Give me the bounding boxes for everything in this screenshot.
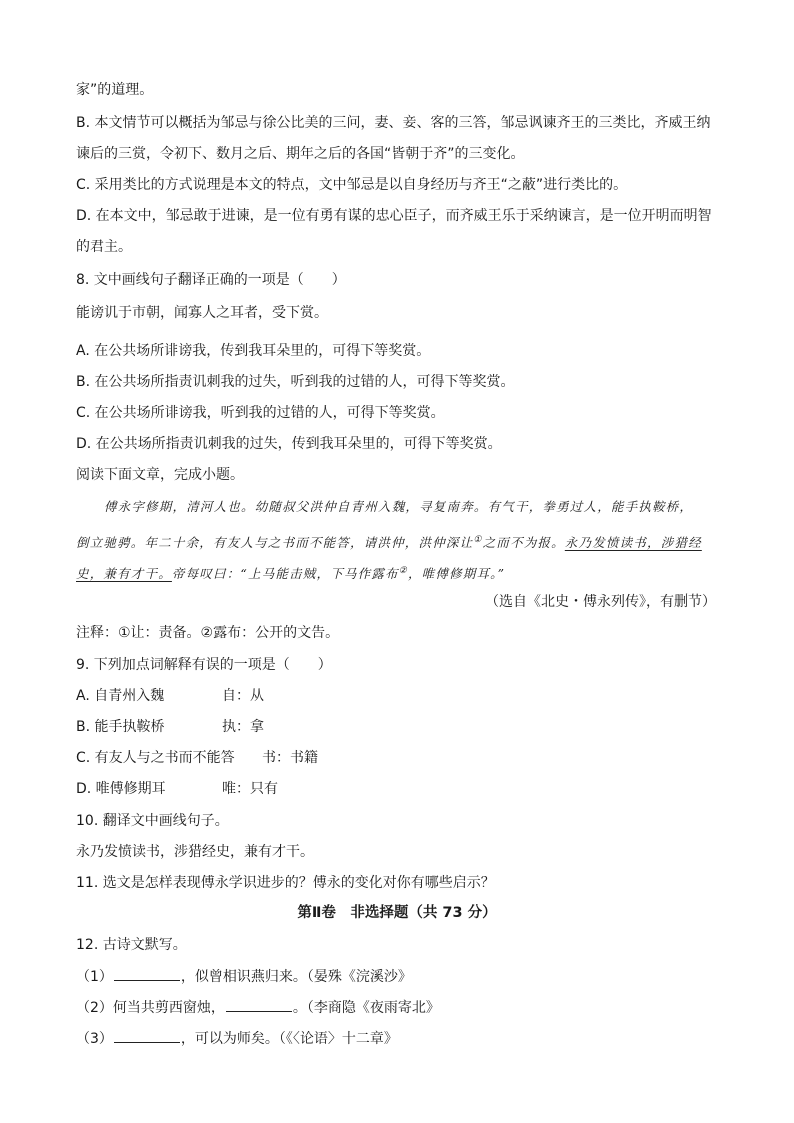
q8-option-c: C. 在公共场所诽谤我，听到我的过错的人，可得下等奖赏。	[76, 405, 445, 421]
q9-option-d-phrase: D. 唯傅修期耳	[76, 781, 166, 797]
item-text: ，可以为师矣。（《〈论语〉十二章》	[180, 1031, 398, 1047]
item-text: 。（李商隐《夜雨寄北》	[292, 1000, 440, 1016]
q9-option-a-phrase: A. 自青州入魏	[76, 688, 165, 704]
q9-option-c-phrase: C. 有友人与之书而不能答	[76, 750, 235, 766]
item-number: （3）	[76, 1031, 113, 1047]
q7-tail-text: 家”的道理。	[76, 82, 154, 98]
q12-stem: 12. 古诗文默写。	[76, 937, 187, 953]
q7-option-c: C. 采用类比的方式说理是本文的特点，文中邹忌是以自身经历与齐王“之蔽”进行类比的。	[76, 177, 628, 193]
underlined-sentence: 永乃发愤读书，涉猎经	[564, 535, 702, 551]
answer-blank[interactable]	[114, 966, 180, 981]
q7-option-d-line1: D. 在本文中，邹忌敢于进谏，是一位有勇有谋的忠心臣子，而齐威王乐于采纳谏言，是一位开明而明智	[76, 208, 712, 224]
passage-text: ，唯傅修期耳。”	[407, 566, 506, 582]
q8-sentence: 能谤讥于市朝，闻寡人之耳者，受下赏。	[76, 305, 328, 321]
q8-option-a: A. 在公共场所诽谤我，传到我耳朵里的，可得下等奖赏。	[76, 343, 431, 359]
underlined-sentence: 史，兼有才干。	[76, 566, 172, 582]
q9-option-b-phrase: B. 能手执鞍桥	[76, 719, 165, 735]
passage-text: 之而不为报。	[482, 535, 565, 551]
q8-stem: 8. 文中画线句子翻译正确的一项是（ ）	[76, 272, 346, 288]
q8-option-b: B. 在公共场所指责讥刺我的过失，听到我的过错的人，可得下等奖赏。	[76, 374, 515, 390]
passage-line1: 傅永字修期，清河人也。幼随叔父洪仲自青州入魏，寻复南奔。有气干，拳勇过人，能手执鞍桥，	[104, 499, 694, 514]
q12-item-2	[76, 997, 440, 1018]
q7-option-b-line2: 谏后的三赏，令初下、数月之后、期年之后的各国“皆朝于齐”的三变化。	[76, 146, 525, 162]
passage-line2	[76, 530, 702, 553]
q8-option-d: D. 在公共场所指责讥刺我的过失，传到我耳朵里的，可得下等奖赏。	[76, 436, 502, 452]
passage-text: 倒立驰骋。年二十余，有友人与之书而不能答，请洪仲，洪仲深让	[76, 535, 474, 551]
passage-notes: 注释：①让：责备。②露布：公开的文告。	[76, 625, 340, 641]
q9-option-c-gloss: 书：书籍	[262, 750, 318, 766]
item-text: （2）何当共剪西窗烛，	[76, 1000, 225, 1016]
footnote-marker: ②	[398, 566, 408, 576]
q10-stem: 10. 翻译文中画线句子。	[76, 813, 229, 829]
q9-option-b-gloss: 执：拿	[222, 719, 264, 735]
q9-option-a-gloss: 自：从	[222, 688, 264, 704]
footnote-marker: ①	[473, 535, 483, 545]
reading-instruction: 阅读下面文章，完成小题。	[76, 467, 244, 483]
passage-line3	[76, 561, 505, 584]
q10-sentence: 永乃发愤读书，涉猎经史，兼有才干。	[76, 844, 314, 860]
q7-option-d-line2: 的君主。	[76, 239, 132, 255]
answer-blank[interactable]	[226, 997, 292, 1012]
q9-option-b	[76, 717, 165, 737]
q12-item-1	[76, 966, 412, 987]
passage-text: 帝每叹曰：“上马能击贼，下马作露布	[171, 566, 399, 582]
q12-item-3	[76, 1028, 398, 1049]
q7-option-b-line1: B. 本文情节可以概括为邹忌与徐公比美的三问，妻、妾、客的三答，邹忌讽谏齐王的三类比，齐威王纳	[76, 115, 711, 131]
item-text: ，似曾相识燕归来。（晏殊《浣溪沙》	[180, 969, 412, 985]
section-title: 第Ⅱ卷 非选择题（共 73 分）	[297, 905, 497, 921]
item-number: （1）	[76, 969, 113, 985]
q9-stem: 9. 下列加点词解释有误的一项是（ ）	[76, 657, 332, 673]
q11-stem: 11. 选文是怎样表现傅永学识进步的？傅永的变化对你有哪些启示？	[76, 875, 495, 891]
answer-blank[interactable]	[114, 1028, 180, 1043]
passage-source: （选自《北史・傅永列传》，有删节）	[485, 594, 716, 610]
q9-option-d	[76, 779, 166, 799]
q9-option-a	[76, 686, 164, 706]
q9-option-c	[76, 748, 235, 768]
q9-option-d-gloss: 唯：只有	[222, 781, 278, 797]
